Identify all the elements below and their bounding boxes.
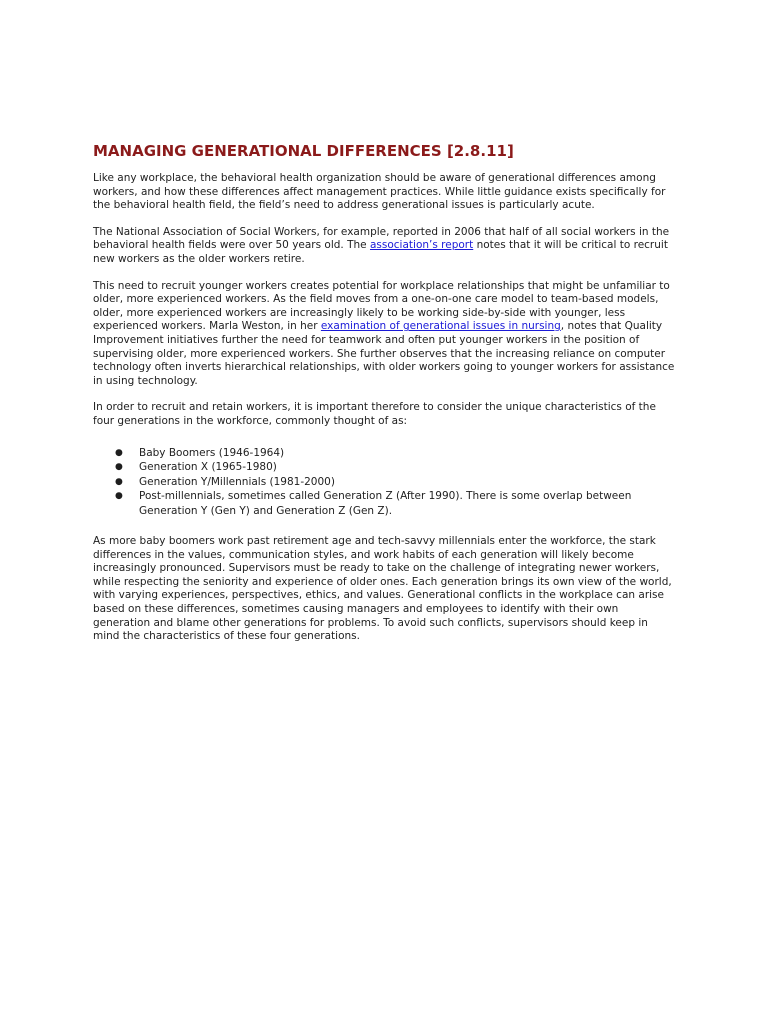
list-item [93, 489, 676, 518]
nasw-text-before: The National Association of Social Workers, for example, reported in 2006 that half of all social workers in the behavioral health fields were over 50 years old. The [93, 225, 670, 252]
bullet-icon: ● [115, 447, 123, 458]
recruit-text-after: , notes that Quality Improvement initiatives further the need for teamwork and often put younger workers in the position of supervising older, more experienced workers. She further observes that the increasing reliance on computer technology often inverts hierarchical relationships, with older workers going to younger workers for assistance in using technology. [93, 320, 675, 387]
generations-list [93, 446, 676, 519]
bullet-icon: ● [115, 476, 123, 487]
list-item [93, 475, 676, 490]
four-generations-intro: In order to recruit and retain workers, it is important therefore to consider the unique characteristics of the four generations in the workforce, commonly thought of as: [93, 401, 656, 427]
document-page [93, 142, 676, 657]
page-title: MANAGING GENERATIONAL DIFFERENCES [2.8.11] [93, 142, 514, 160]
recruit-paragraph [93, 280, 676, 389]
generation-label: Post-millennials, sometimes called Generation Z (After 1990). There is some overlap between Generation Y (Gen Y) and Generation Z (Gen Z). [139, 490, 632, 517]
recruit-text-before: This need to recruit younger workers creates potential for workplace relationships that might be unfamiliar to older, more experienced workers. As the field moves from a one-on-one care model to team-based models, older, more experienced workers are increasingly likely to be working side-by-side with younger, less experienced workers. Marla Weston, in her [93, 279, 670, 333]
generation-label: Baby Boomers (1946-1964) [139, 446, 285, 459]
generation-label: Generation Y/Millennials (1981-2000) [139, 475, 335, 488]
generational-issues-nursing-link[interactable]: examination of generational issues in nursing [320, 320, 561, 333]
list-item [93, 460, 676, 475]
bullet-icon: ● [115, 491, 123, 501]
nasw-text-after: notes that it will be critical to recruit new workers as the older workers retire. [93, 239, 668, 265]
generation-label: Generation X (1965-1980) [139, 461, 277, 473]
conclusion-paragraph: As more baby boomers work past retirement age and tech-savvy millennials enter the workforce, the stark differences in the values, communication styles, and work habits of each generation will likely become increasingly pronounced. Supervisors must be ready to take on the challenge of integrating newer workers, while respecting the seniority and experience of older ones. Each generation brings its own view of the world, with varying experiences, perspectives, ethics, and values. Generational conflicts in the workplace can arise based on these differences, sometimes causing managers and employees to identify with their own generation and blame other generations for problems. To avoid such conflicts, supervisors should keep in mind the characteristics of these four generations. [93, 535, 672, 643]
intro-paragraph: Like any workplace, the behavioral health organization should be aware of generational differences among workers, and how these differences affect management practices. While little guidance exists specifically for the behavioral health field, the field’s need to address generational issues is particularly acute. [93, 172, 666, 212]
nasw-paragraph [93, 226, 676, 267]
association-report-link[interactable]: association’s report [369, 239, 474, 252]
list-item [93, 446, 676, 461]
bullet-icon: ● [115, 462, 123, 472]
